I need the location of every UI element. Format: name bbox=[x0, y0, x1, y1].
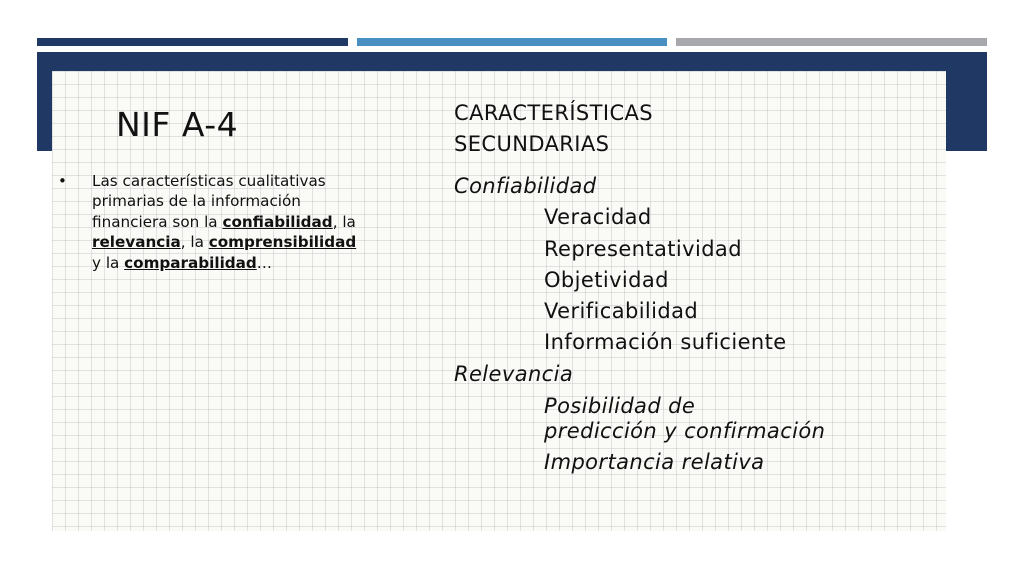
top-accent-bar-gray bbox=[676, 38, 987, 46]
term-comprensibilidad: comprensibilidad bbox=[208, 233, 357, 252]
bullet-item bbox=[58, 171, 358, 273]
slide-title: NIF A-4 bbox=[116, 105, 239, 144]
list-item: Representatividad bbox=[544, 236, 742, 261]
list-item: Objetividad bbox=[544, 267, 669, 292]
group-relevancia bbox=[454, 359, 825, 475]
section-heading-line-2: SECUNDARIAS bbox=[454, 132, 610, 156]
section-heading-line-1: CARACTERÍSTICAS bbox=[454, 101, 654, 125]
characteristics-list bbox=[454, 171, 825, 475]
term-confiabilidad: confiabilidad bbox=[222, 212, 333, 231]
slide-content-image bbox=[52, 71, 946, 531]
bullet-list bbox=[58, 171, 358, 273]
term-relevancia: relevancia bbox=[92, 233, 181, 252]
group-label: Confiabilidad bbox=[454, 174, 597, 198]
term-comparabilidad: comparabilidad bbox=[124, 253, 257, 272]
group-label: Relevancia bbox=[454, 361, 574, 386]
bullet-sep-3: y la bbox=[92, 253, 125, 272]
bullet-sep-1: , la bbox=[332, 212, 356, 231]
bullet-dot-icon: • bbox=[58, 172, 67, 190]
list-item: Información suficiente bbox=[544, 330, 787, 355]
bullet-suffix: … bbox=[256, 253, 272, 272]
bullet-prefix: Las características cualitativas primarias de la información financiera son la bbox=[92, 172, 326, 231]
top-accent-bar-blue bbox=[357, 38, 667, 46]
list-item: Importancia relativa bbox=[544, 450, 765, 475]
list-item: Verificabilidad bbox=[544, 299, 699, 324]
group-confiabilidad bbox=[454, 171, 825, 359]
section-heading bbox=[454, 98, 653, 160]
top-accent-bar-navy bbox=[37, 38, 348, 46]
bullet-sep-2: , la bbox=[180, 233, 209, 252]
list-item: predicción y confirmación bbox=[544, 419, 826, 444]
list-item: Posibilidad de bbox=[544, 394, 696, 419]
list-item: Veracidad bbox=[544, 205, 652, 230]
